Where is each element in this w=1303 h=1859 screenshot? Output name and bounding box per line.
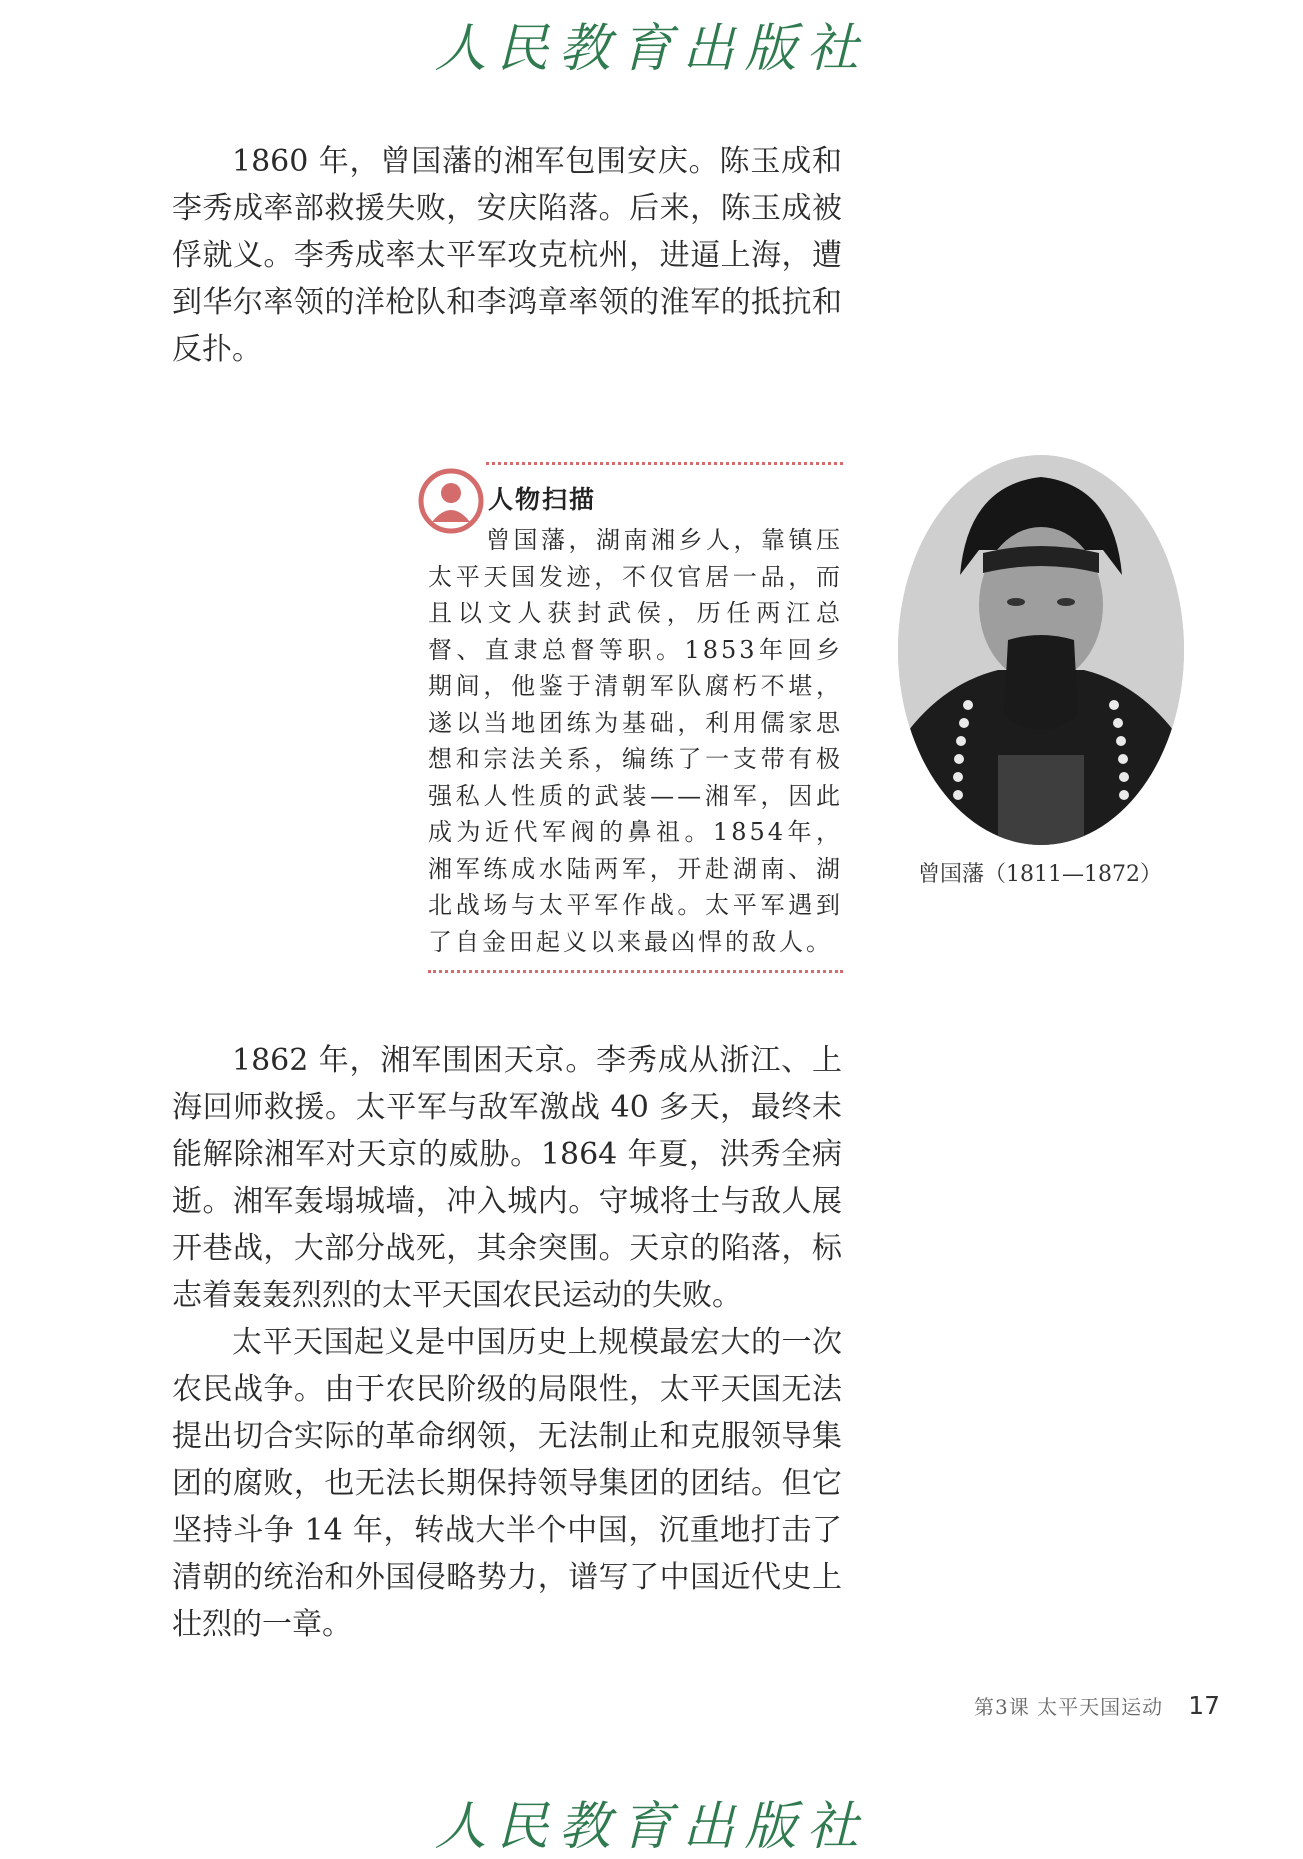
dotted-divider-bottom [428,970,843,973]
page-number: 17 [1188,1691,1220,1720]
paragraph-1: 1860 年，曾国藩的湘军包围安庆。陈玉成和李秀成率部救援失败，安庆陷落。后来，陈玉成被俘就义。李秀成率太平军攻克杭州，进逼上海，遭到华尔率领的洋枪队和李鸿章率领的淮军的抵抗和反扑。 [172,144,842,367]
publisher-watermark-bottom: 人民教育出版社 [434,1797,869,1857]
portrait-caption: 曾国藩（1811—1872） [918,862,1162,887]
publisher-watermark-top: 人民教育出版社 [434,19,869,79]
character-profile-box [418,462,843,977]
dotted-divider-top [486,462,843,465]
lesson-title: 第3课 太平天国运动 [974,1695,1164,1719]
profile-box-title: 人物扫描 [488,485,597,514]
paragraph-2: 1862 年，湘军围困天京。李秀成从浙江、上海回师救援。太平军与敌军激战 40 多天，最终未能解除湘军对天京的威胁。1864 年夏，洪秀全病逝。湘军轰塌城墙，冲入城内。守城将士与敌人展开巷战，大部分战死，其余突围。天京的陷落，标志着轰轰烈烈的太平天国农民运动的失败。 [172,1043,842,1313]
paragraph-3: 太平天国起义是中国历史上规模最宏大的一次农民战争。由于农民阶级的局限性，太平天国无法提出切合实际的革命纲领，无法制止和克服领导集团的腐败，也无法长期保持领导集团的团结。但它坚持斗争 14 年，转战大半个中国，沉重地打击了清朝的统治和外国侵略势力，谱写了中国近代史上壮烈的一章。 [172,1325,842,1642]
profile-box-text: 曾国藩，湖南湘乡人，靠镇压太平天国发迹，不仅官居一品，而且以文人获封武侯，历任两江总督、直隶总督等职。1853年回乡期间，他鉴于清朝军队腐朽不堪，遂以当地团练为基础，利用儒家思想和宗法关系，编练了一支带有极强私人性质的武装——湘军，因此成为近代军阀的鼻祖。1854年，湘军练成水陆两军，开赴湖南、湖北战场与太平军作战。太平军遇到了自金田起义以来最凶悍的敌人。 [428,526,843,956]
page-footer [900,1691,1220,1720]
zeng-guofan-portrait [898,455,1184,845]
